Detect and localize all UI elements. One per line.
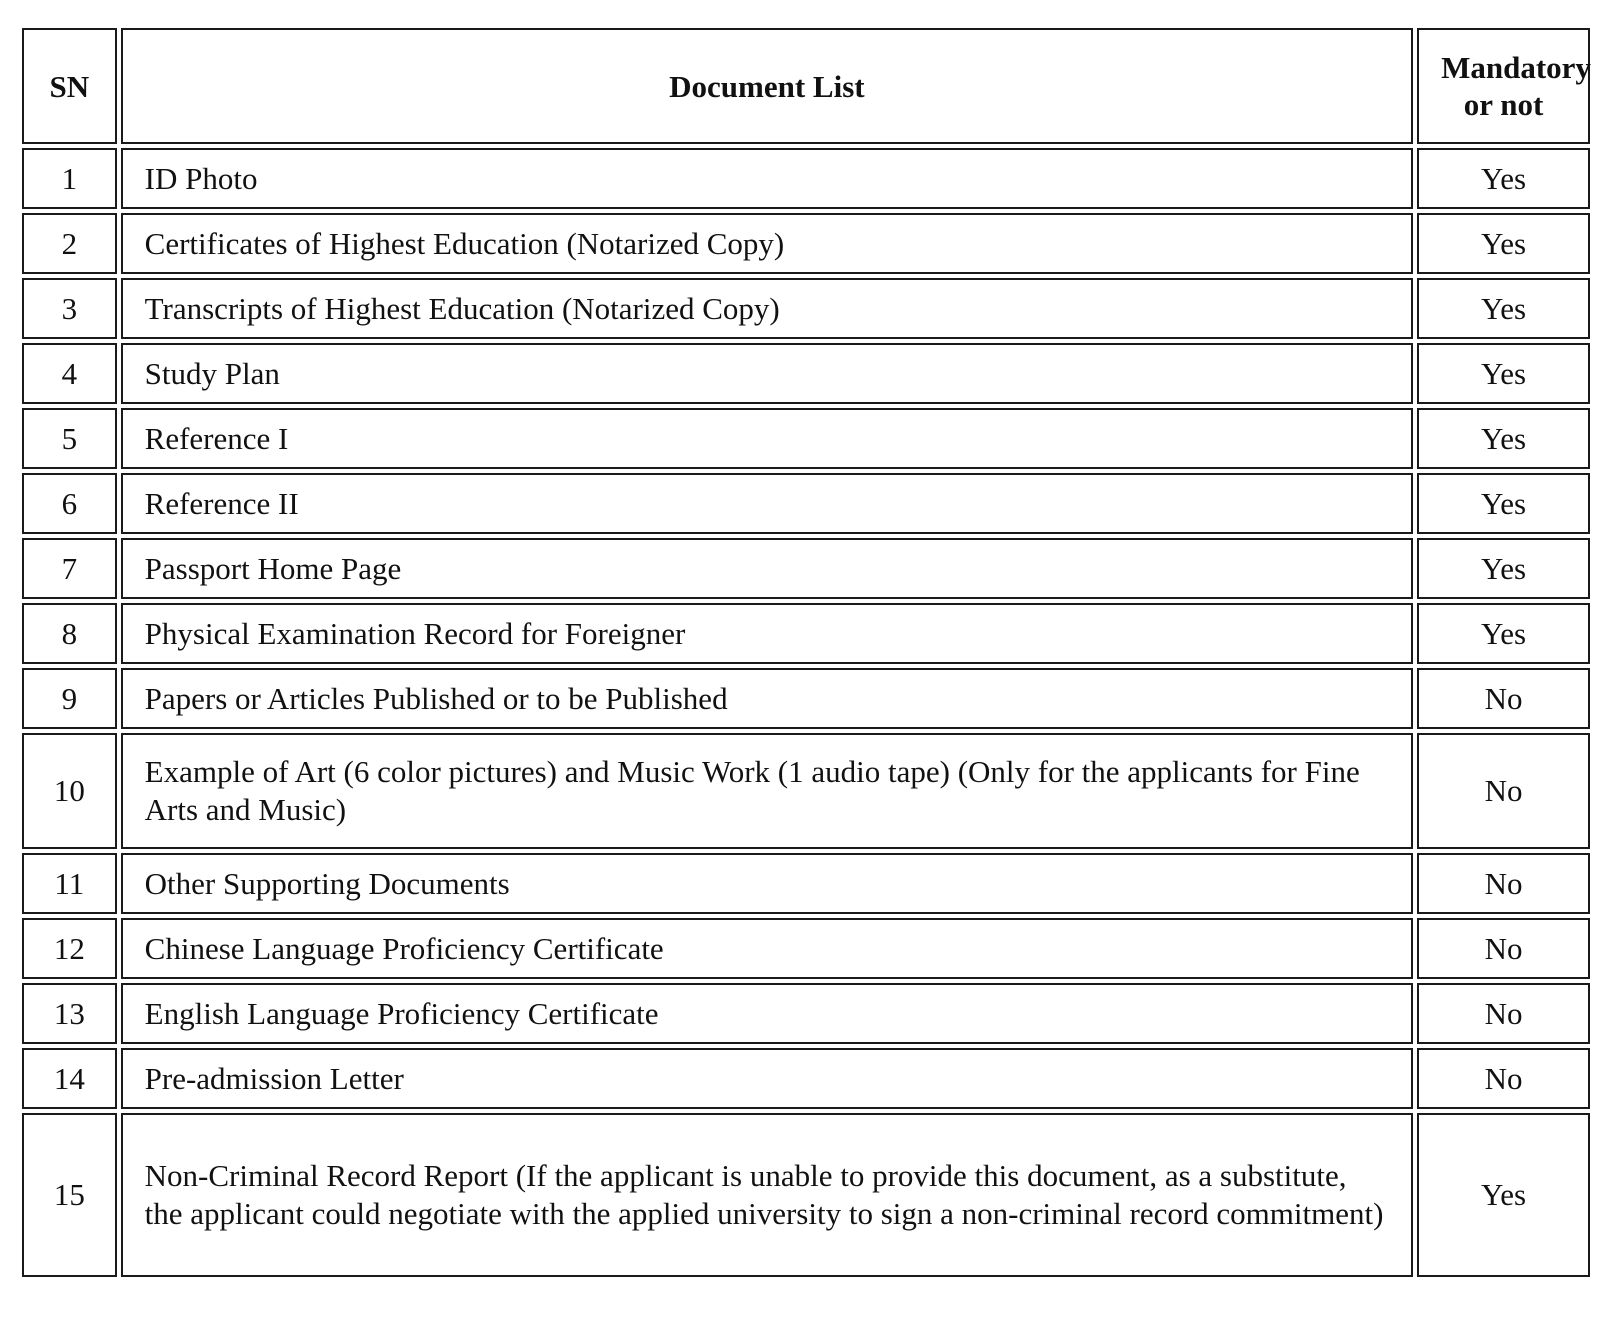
row-document: Pre-admission Letter [121, 1048, 1413, 1109]
row-mandatory: No [1417, 983, 1590, 1044]
header-mandatory-line2: or not [1463, 87, 1544, 122]
table-row [22, 278, 1590, 339]
row-document: Transcripts of Highest Education (Notarized Copy) [121, 278, 1413, 339]
table-row [22, 603, 1590, 664]
table-row [22, 983, 1590, 1044]
row-sn: 5 [22, 408, 117, 469]
row-mandatory: No [1417, 733, 1590, 849]
row-document: Certificates of Highest Education (Notarized Copy) [121, 213, 1413, 274]
row-document: Papers or Articles Published or to be Published [121, 668, 1413, 729]
table-row [22, 853, 1590, 914]
row-document: Reference II [121, 473, 1413, 534]
row-sn: 2 [22, 213, 117, 274]
row-mandatory: No [1417, 1048, 1590, 1109]
table-row [22, 473, 1590, 534]
row-mandatory: Yes [1417, 1113, 1590, 1277]
row-mandatory: Yes [1417, 343, 1590, 404]
row-mandatory: No [1417, 853, 1590, 914]
table-row [22, 148, 1590, 209]
table-row [22, 538, 1590, 599]
row-sn: 9 [22, 668, 117, 729]
row-document: Other Supporting Documents [121, 853, 1413, 914]
row-document: English Language Proficiency Certificate [121, 983, 1413, 1044]
row-document: Chinese Language Proficiency Certificate [121, 918, 1413, 979]
table-row [22, 668, 1590, 729]
header-sn: SN [22, 28, 117, 144]
row-document: Passport Home Page [121, 538, 1413, 599]
table-row [22, 1048, 1590, 1109]
row-mandatory: Yes [1417, 603, 1590, 664]
row-mandatory: Yes [1417, 148, 1590, 209]
row-sn: 4 [22, 343, 117, 404]
row-sn: 6 [22, 473, 117, 534]
row-sn: 13 [22, 983, 117, 1044]
row-mandatory: Yes [1417, 408, 1590, 469]
header-document-list: Document List [121, 28, 1413, 144]
table-row [22, 213, 1590, 274]
row-sn: 1 [22, 148, 117, 209]
header-mandatory [1417, 28, 1590, 144]
row-document: Non-Criminal Record Report (If the applicant is unable to provide this document, as a substitute, the applicant could negotiate with the applied university to sign a non-criminal record commitment) [121, 1113, 1413, 1277]
table-row [22, 1113, 1590, 1277]
table-row [22, 733, 1590, 849]
row-mandatory: No [1417, 668, 1590, 729]
table-row [22, 918, 1590, 979]
row-sn: 3 [22, 278, 117, 339]
document-list-table [18, 24, 1594, 1281]
row-document: Physical Examination Record for Foreigner [121, 603, 1413, 664]
row-document: Example of Art (6 color pictures) and Music Work (1 audio tape) (Only for the applicants for Fine Arts and Music) [121, 733, 1413, 849]
row-sn: 12 [22, 918, 117, 979]
row-mandatory: Yes [1417, 473, 1590, 534]
row-document: Study Plan [121, 343, 1413, 404]
row-mandatory: Yes [1417, 278, 1590, 339]
row-sn: 11 [22, 853, 117, 914]
row-mandatory: No [1417, 918, 1590, 979]
row-sn: 15 [22, 1113, 117, 1277]
row-mandatory: Yes [1417, 213, 1590, 274]
table-row [22, 343, 1590, 404]
row-mandatory: Yes [1417, 538, 1590, 599]
table-row [22, 408, 1590, 469]
row-sn: 8 [22, 603, 117, 664]
row-document: ID Photo [121, 148, 1413, 209]
row-document: Reference I [121, 408, 1413, 469]
header-mandatory-line1: Mandatory [1441, 50, 1591, 85]
row-sn: 7 [22, 538, 117, 599]
row-sn: 14 [22, 1048, 117, 1109]
header-row [22, 28, 1590, 144]
row-sn: 10 [22, 733, 117, 849]
